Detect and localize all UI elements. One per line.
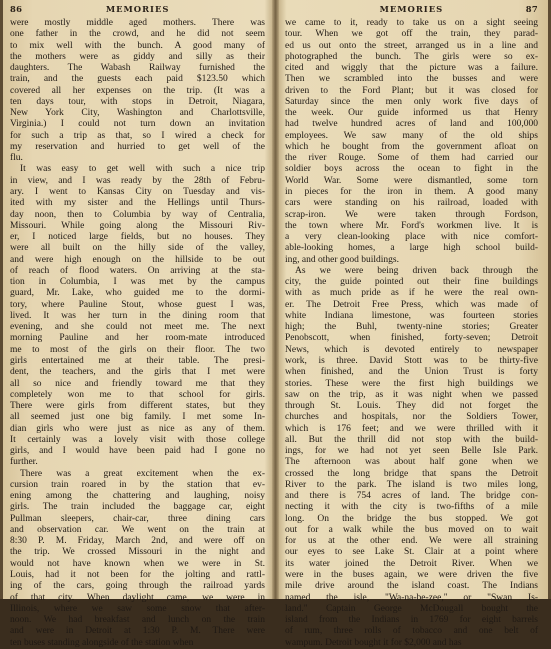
text-line: and were in Detroit at 1:30 P. M. There were [10, 626, 265, 637]
text-line: There were girls from different states, but they [10, 401, 265, 412]
text-line: island from the Indians in 1769 for eight barrels [285, 615, 538, 626]
text-line: er, I noticed large fields, but no houses. They [10, 232, 265, 243]
right-page-body [285, 18, 538, 649]
text-line: were mostly middle aged mothers. There was [10, 18, 265, 28]
text-line: all seemed just one big family. I met some In- [10, 412, 265, 423]
text-line: It was easy to get well with such a nice trip [20, 164, 265, 175]
text-line: all so nice and friendly toward me that they [10, 378, 265, 389]
text-line: Penobscott, when finished, forty-seven; Detroit [285, 333, 538, 344]
text-line: There was a great excitement when the ex- [20, 468, 265, 479]
text-line: and observation car. We went on the train at [10, 524, 265, 535]
left-page [0, 0, 275, 648]
text-line: able-looking homes, a large high school build- [285, 243, 538, 254]
text-line: evening, and she could not meet me. The next [10, 322, 265, 333]
text-line: photographed the bunch. The girls were so ex- [285, 51, 538, 62]
text-line: with as much pride as if he were the real own- [285, 288, 538, 299]
text-line: and there is 754 acres of land. The bridge con- [285, 491, 538, 502]
text-line: its water joined the Detroit River. When we [285, 558, 538, 569]
text-line: ary. I went to Kansas City on Tuesday and vis- [10, 186, 265, 197]
text-line: covered all her expenses on the trip. (It was a [10, 85, 265, 96]
text-line: ed us out onto the street, arranged us in a line and [285, 40, 538, 51]
text-line: It certainly was a lovely visit with those college [10, 434, 265, 445]
text-line: Missouri. While going along the Missouri Riv- [10, 220, 265, 231]
text-line: ited with my sister and the Hellings until Thurs- [10, 198, 265, 209]
text-line: Pullman sleepers, chair-car, three dining cars [10, 513, 265, 524]
text-line: our eyes to see Lake St. Clair at a point where [285, 547, 538, 558]
text-line: city, the guide pointed out their fine buildings [285, 277, 538, 288]
text-line: work, is three. David Stott was to be thirty-five [285, 355, 538, 366]
text-line: day noon, then to Columbia by way of Centralia, [10, 209, 265, 220]
text-line: to mix well with the bunch. A good many of [10, 40, 265, 51]
text-line: a very clean-looking place with nice comfort- [285, 232, 538, 243]
text-line: er. The Detroit Free Press, which was made of [285, 299, 538, 310]
text-line: would not have known when we were in St. [10, 558, 265, 569]
text-line: As we were being driven back through the [295, 265, 538, 276]
text-line: stories. These were the first high buildings we [285, 378, 538, 389]
text-line: of reach of flood waters. On arriving at the sta- [10, 265, 265, 276]
text-line: driven to the Ford Plant; but it was closed for [285, 85, 538, 96]
right-page [275, 0, 550, 648]
text-line: the trip. We crossed Missouri in the night and [10, 547, 265, 558]
right-page-header [285, 4, 538, 16]
right-running-head: MEMORIES [379, 4, 444, 14]
text-line: wampum. Detroit bought it for $2,000 and has [285, 637, 462, 648]
text-line: train, and the guests each paid $123.50 which [10, 74, 265, 85]
text-line: tory, where Pauline Stout, whose guest I was, [10, 299, 265, 310]
text-line: Illinois, where we saw some snow that after- [10, 603, 265, 614]
text-line: tour. When we got off the train, they parad- [285, 29, 538, 40]
text-line: land." Captain George McDougall bought the [285, 603, 538, 614]
text-line: further. [10, 457, 38, 468]
text-line: girls entertained me at their table. The presi- [10, 355, 265, 366]
text-line: were in the buses again, we were driven the five [285, 570, 538, 581]
text-line: the river Rouge. Some of them had carried our [285, 153, 538, 164]
book-gutter [272, 0, 279, 599]
text-line: saw on the trip, as it was night when we passed [285, 389, 538, 400]
text-line: which he bought from the government afloat on [285, 141, 538, 152]
text-line: girls. The train included the baggage car, eight [10, 502, 265, 513]
text-line: scrap-iron. We were taken through Fordson, [285, 209, 538, 220]
text-line: all. But the thrill did not stop with the build- [285, 434, 538, 445]
text-line: cars were standing on his railroad, loaded with [285, 198, 538, 209]
text-line: flu. [10, 153, 23, 164]
text-line: through St. Louis. They did not forget the [285, 401, 538, 412]
text-line: Saturday since the men only work five days of [285, 96, 538, 107]
text-line: girls, and I would have been paid had I gone no [10, 446, 265, 457]
text-line: out for a walk while the bus moved on to wait [285, 524, 538, 535]
text-line: Louis, had it not been for the jolting and rattl- [10, 570, 265, 581]
text-line: the week. Our guide informed us that Henry [285, 108, 538, 119]
text-line: ten days tour, with stops in Detroit, Niagara, [10, 96, 265, 107]
text-line: for such a trip as that, so I wired a check for [10, 130, 265, 141]
text-line: for us at the other end. We were all straining [285, 536, 538, 547]
text-line: daughters. The Wabash Railway furnished the [10, 63, 265, 74]
left-page-number: 86 [10, 4, 23, 14]
text-line: ing of the cars, going through the railroad yards [10, 581, 265, 592]
text-line: of rum, three rolls of tobacco and one belt of [285, 626, 538, 637]
text-line: and were high enough on the hillside to be out [10, 254, 265, 265]
text-line: soldier boys across the ocean to fight in the [285, 164, 538, 175]
text-line: crossed the long bridge that spans the Detroit [285, 468, 538, 479]
text-line: World War. Some were dismantled, some torn [285, 175, 538, 186]
text-line: were all built on the hilly side of the valley, [10, 243, 265, 254]
text-line: New York City, Washington and Charlottsville, [10, 108, 265, 119]
right-page-number: 87 [525, 4, 538, 14]
text-line: ing, and other good buildings. [285, 254, 399, 265]
text-line: high; the Buhl, twenty-nine stories; Greater [285, 322, 538, 333]
text-line: of that city. When daylight came, we were in [10, 592, 265, 603]
text-line: morning Pauline and her room-mate introduced [10, 333, 265, 344]
text-line: named the isle, "Wa-na-be-zee," or "Swan Is- [285, 592, 538, 603]
left-page-header [10, 4, 265, 16]
text-line: completely won me to that school for girls. [10, 389, 265, 400]
text-line: dent, the teachers, and the girls that I met were [10, 367, 265, 378]
text-line: News, which is devoted entirely to newspaper [285, 344, 538, 355]
text-line: employees. We saw many of the old ships [285, 130, 538, 141]
text-line: lived. It was her turn in the dining room that [10, 310, 265, 321]
text-line: River to the park. The island is two miles long, [285, 479, 538, 490]
text-line: in view, and I was ready by the 28th of Febru- [10, 175, 265, 186]
text-line: when finished, and the Union Trust is forty [285, 367, 538, 378]
text-line: tion in Columbia, I was met by the campus [10, 277, 265, 288]
text-line: noon. We had breakfast and lunch on the train [10, 615, 265, 626]
text-line: 8:30 P. M. Friday, March 2nd, and were off on [10, 536, 265, 547]
text-line: we came to it, ready to take us on a sight seeing [285, 18, 538, 28]
text-line: churches and hospitals, nor the Soldiers Tower, [285, 412, 538, 423]
text-line: mile drive around the island coast. The Indians [285, 581, 538, 592]
text-line: dian girls who were just as nice as any of them. [10, 423, 265, 434]
text-line: cursion train roared in by the station that ev- [10, 479, 265, 490]
text-line: one father in the crowd, and he did not seem [10, 29, 265, 40]
text-line: white Indiana limestone, was fourteen stories [285, 310, 538, 321]
text-line: me to most of the girls on their floor. The two [10, 344, 265, 355]
text-line: in pieces for the iron in them. A good many [285, 186, 538, 197]
text-line: Then we scrambled into the busses and were [285, 74, 538, 85]
text-line: necting it with the city is two-fifths of a mile [285, 502, 538, 513]
left-page-body [10, 18, 265, 649]
text-line: cited and wiggly that the picture was a failure. [285, 63, 538, 74]
text-line: my reservation and hurried to get well of the [10, 141, 265, 152]
text-line: which is 176 feet; and we were thrilled with it [285, 423, 538, 434]
text-line: the town where Mr. Ford's workmen live. It is [285, 220, 538, 231]
text-line: long. On the bridge the bus stopped. We got [285, 513, 538, 524]
text-line: The afternoon was about half gone when we [285, 457, 538, 468]
text-line: guard, Mr. Lake, who guided me to the dormi- [10, 288, 265, 299]
text-line: ten buses standing alongside of the station when [10, 637, 194, 648]
text-line: the mothers were as giddy and silly as their [10, 51, 265, 62]
left-running-head: MEMORIES [105, 4, 170, 14]
text-line: ening among the chattering and laughing, noisy [10, 491, 265, 502]
text-line: Virginia.) I could not turn down an invitation [10, 119, 265, 130]
text-line: had twelve hundred acres of land and 100,000 [285, 119, 538, 130]
text-line: ings, for we had not yet seen Belle Isle Park. [285, 446, 538, 457]
